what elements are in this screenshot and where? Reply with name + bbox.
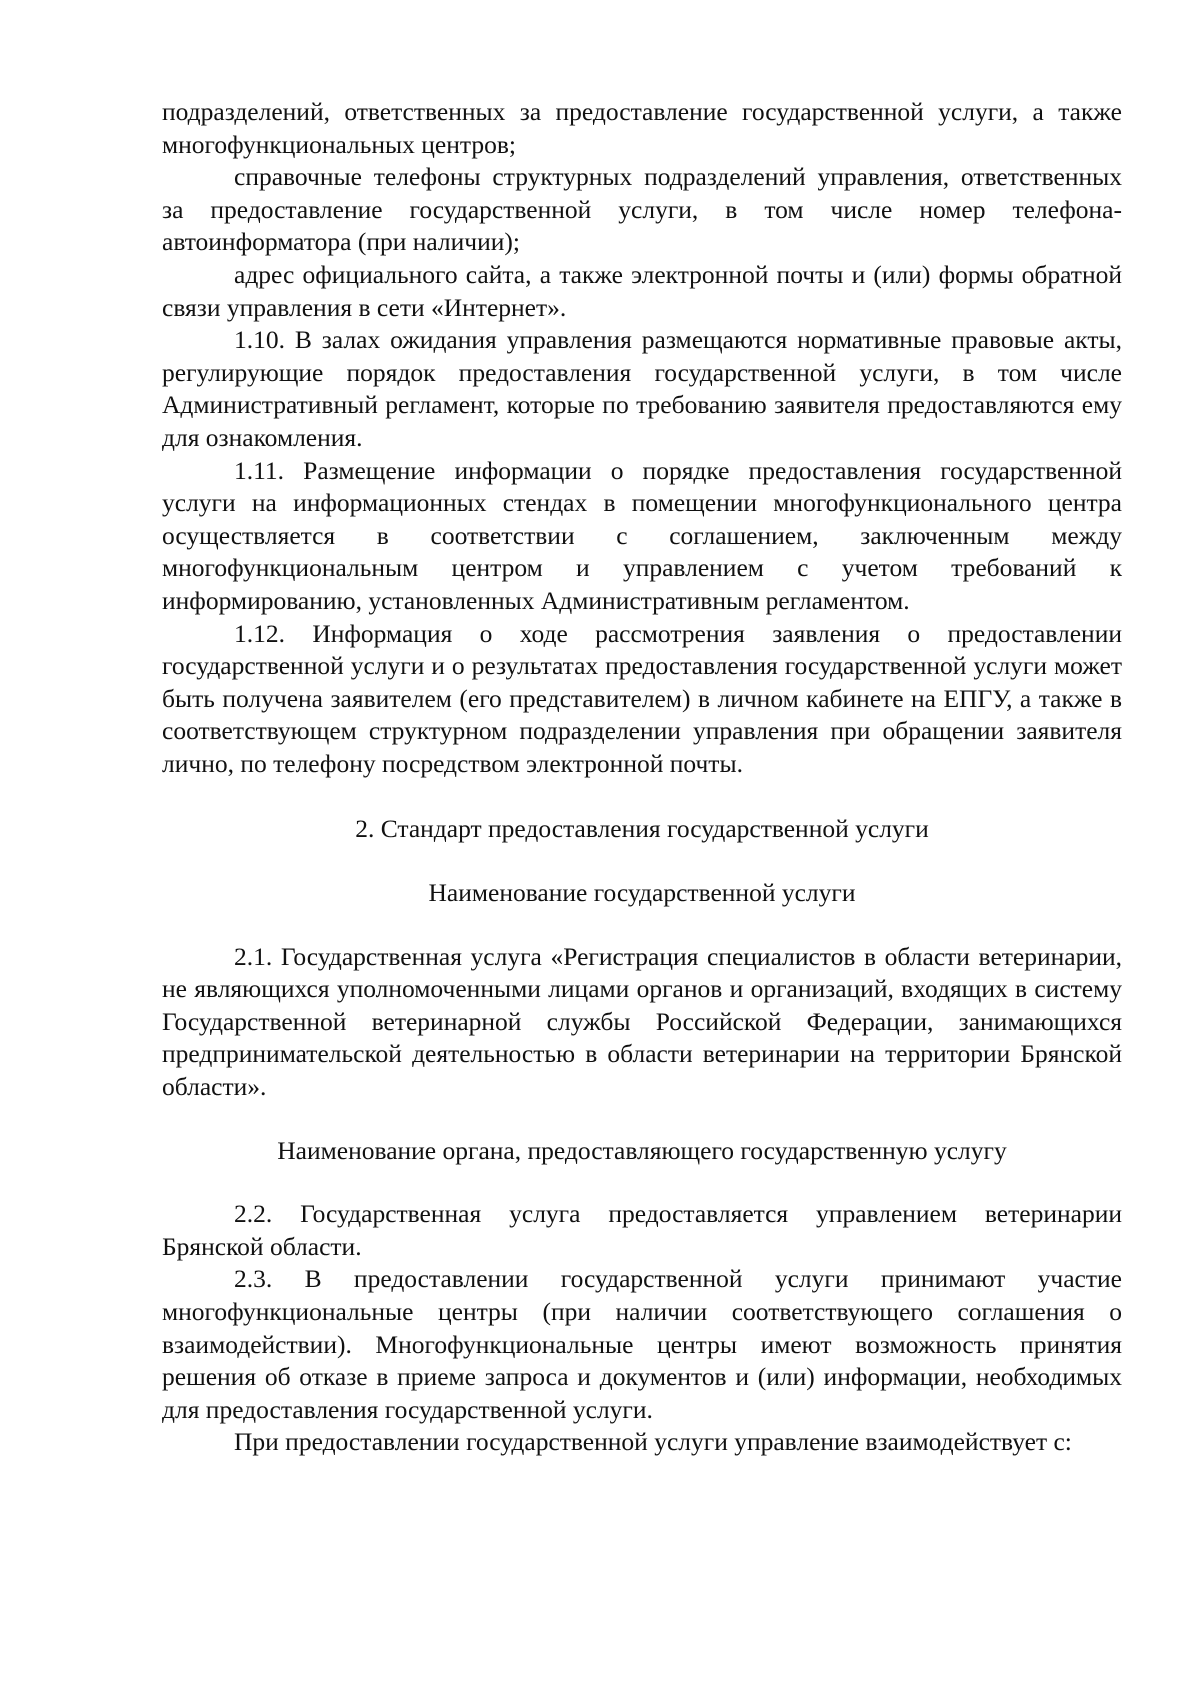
paragraph-2-1: 2.1. Государственная услуга «Регистрация специалистов в области ветеринарии, не являющихся уполномоченными лицами органов и организаций, входящих в систему Государственной ветеринарной службы Российской Федерации, занимающихся предпринимательской деятельностью в области ветеринарии на территории Брянской области». xyxy=(162,941,1122,1102)
paragraph-website-address: адрес официального сайта, а также электронной почты и (или) формы обратной связи управления в сети «Интернет». xyxy=(162,259,1122,322)
section-heading-2: 2. Стандарт предоставления государственной услуги xyxy=(355,814,929,844)
paragraph-1-12: 1.12. Информация о ходе рассмотрения заявления о предоставлении государственной услуги и о результатах предоставления государственной услуги может быть получена заявителем (его представителем) в личном кабинете на ЕПГУ, а также в соответствующем структурном подразделении управления при обращении заявителя лично, по телефону посредством электронной почты. xyxy=(162,618,1122,778)
paragraph-1-11: 1.11. Размещение информации о порядке предоставления государственной услуги на информационных стендах в помещении многофункционального центра осуществляется в соответствии с соглашением, заключенным между многофункциональным центром и управлением с учетом требований к информированию, установленных Административным регламентом. xyxy=(162,455,1122,615)
paragraph-continuation: подразделений, ответственных за предоставление государственной услуги, а также многофункциональных центров; xyxy=(162,97,1122,159)
paragraph-2-3: 2.3. В предоставлении государственной услуги принимают участие многофункциональные центры (при наличии соответствующего соглашения о взаимодействии). Многофункциональные центры имеют возможность принятия решения об отказе в приеме запроса и документов и (или) информации, необходимых для предоставления государственной услуги. xyxy=(162,1264,1122,1424)
paragraph-1-10: 1.10. В залах ожидания управления размещаются нормативные правовые акты, регулирующие порядок предоставления государственной услуги, в том числе Административный регламент, которые по требованию заявителя предоставляются ему для ознакомления. xyxy=(162,325,1122,452)
subheading-authority-name: Наименование органа, предоставляющего государственную услугу xyxy=(277,1135,1007,1165)
paragraph-reference-phones: справочные телефоны структурных подразделений управления, ответственных за предоставление государственной услуги, в том числе номер телефона-автоинформатора (при наличии); xyxy=(162,162,1122,257)
paragraph-interaction: При предоставлении государственной услуги управление взаимодействует с: xyxy=(234,1427,1072,1457)
subheading-service-name: Наименование государственной услуги xyxy=(428,878,856,908)
paragraph-2-2: 2.2. Государственная услуга предоставляется управлением ветеринарии Брянской области. xyxy=(162,1199,1122,1261)
document-page xyxy=(162,96,1122,1459)
